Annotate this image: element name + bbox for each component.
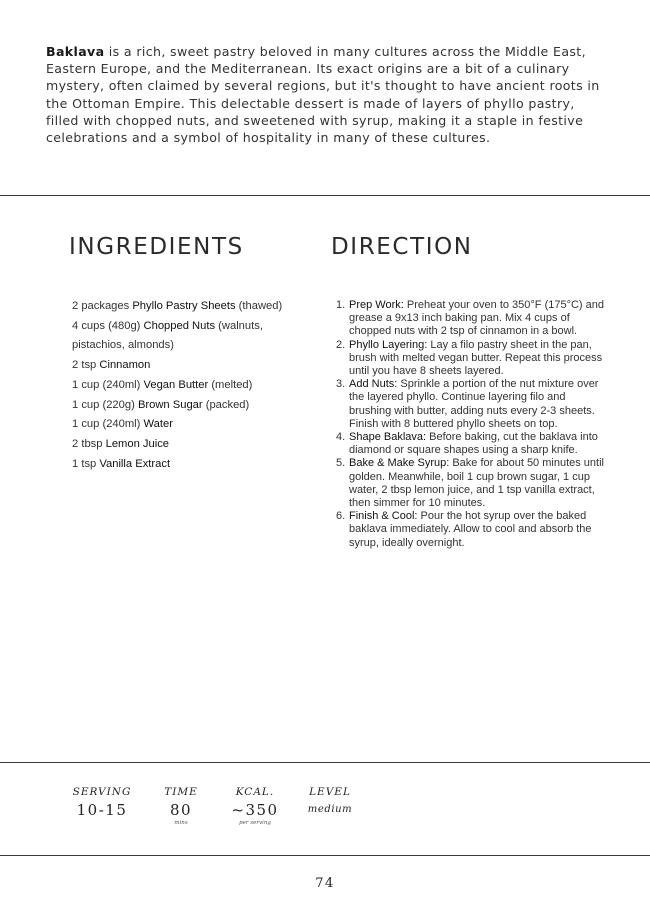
step-text: Sprinkle a portion of the nut mixture over the layered phyllo. Continue layering filo and brushing with butter, adding nuts every 2-3 sheets. Finish with 8 buttered phyllo sheets on top. <box>349 378 599 430</box>
ingredient-quantity: 2 tbsp <box>72 437 106 450</box>
step-text: Before baking, cut the baklava into diamond or square shapes using a sharp knife. <box>349 431 598 457</box>
stat-kcal-unit: per serving <box>239 820 271 826</box>
stats-bottom-divider <box>0 855 650 856</box>
ingredient-note: (melted) <box>208 378 253 391</box>
direction-heading: DIRECTION <box>331 234 473 260</box>
ingredient-quantity: 2 packages <box>72 300 133 312</box>
ingredient-name: Phyllo Pastry Sheets <box>132 300 236 312</box>
ingredient-name: Water <box>143 418 173 431</box>
step-title: Shape Baklava: <box>349 431 427 444</box>
step-number: 4. <box>336 431 346 444</box>
step-title: Add Nuts: <box>349 378 398 391</box>
ingredient-quantity: 2 tsp <box>72 359 100 372</box>
intro-dish-name: Baklava <box>46 44 105 59</box>
step-title: Finish & Cool: <box>349 510 418 523</box>
step-number: 2. <box>336 338 346 351</box>
stat-level-label: LEVEL <box>309 786 351 798</box>
stat-kcal-value: ~350 <box>231 801 279 819</box>
page-number: 74 <box>315 876 335 891</box>
ingredient-quantity: 4 cups (480g) <box>72 319 144 332</box>
ingredient-item <box>72 376 302 396</box>
ingredient-note: (thawed) <box>235 300 283 312</box>
intro-paragraph <box>46 43 606 146</box>
ingredient-note: (walnuts, pistachios, almonds) <box>72 319 263 352</box>
ingredient-item <box>72 455 302 475</box>
step-number: 3. <box>336 378 346 391</box>
step-text: Preheat your oven to 350°F (175°C) and grease a 9x13 inch baking pan. Mix 4 cups of chopped nuts with 2 tsp of cinnamon in a bowl. <box>349 299 605 338</box>
ingredient-quantity: 1 cup (220g) <box>72 398 138 411</box>
ingredient-name: Chopped Nuts <box>143 319 216 332</box>
direction-step <box>336 378 610 431</box>
ingredient-item <box>72 435 302 455</box>
stat-time-label: TIME <box>164 786 198 798</box>
direction-step <box>336 510 610 550</box>
step-title: Prep Work: <box>349 299 404 311</box>
stat-time-unit: mins <box>174 820 188 826</box>
stats-top-divider <box>0 762 650 763</box>
direction-step <box>336 339 610 379</box>
stat-serving-value: 10-15 <box>76 801 128 819</box>
ingredient-name: Lemon Juice <box>105 437 170 450</box>
ingredient-quantity: 1 tsp <box>72 457 100 470</box>
direction-steps <box>336 299 610 550</box>
step-number: 5. <box>336 457 346 470</box>
stat-time <box>155 786 207 826</box>
direction-step <box>336 299 610 339</box>
top-divider <box>0 195 650 196</box>
ingredient-name: Cinnamon <box>99 359 151 372</box>
stat-time-value: 80 <box>169 801 193 819</box>
stat-serving <box>72 786 132 819</box>
ingredient-item <box>72 356 302 376</box>
stat-serving-label: SERVING <box>72 786 132 798</box>
step-text: Lay a filo pastry sheet in the pan, brush with melted vegan butter. Repeat this process until you have 8 sheets layered. <box>349 338 603 378</box>
ingredient-name: Vegan Butter <box>143 378 209 391</box>
ingredient-quantity: 1 cup (240ml) <box>72 418 144 431</box>
stat-kcal <box>225 786 285 826</box>
recipe-stats <box>0 786 650 836</box>
direction-step <box>336 457 610 510</box>
ingredient-quantity: 1 cup (240ml) <box>72 378 144 391</box>
intro-text: is a rich, sweet pastry beloved in many cultures across the Middle East, Eastern Europe, and the Mediterranean. Its exact origins are a bit of a culinary mystery, often claimed by several regions, but it's thought to have ancient roots in the Ottoman Empire. This delectable dessert is made of layers of phyllo pastry, filled with chopped nuts, and sweetened with syrup, making it a staple in festive celebrations and a symbol of hospitality in many of these cultures. <box>46 44 600 146</box>
ingredient-item <box>72 317 302 356</box>
step-text: Bake for about 50 minutes until golden. Meanwhile, boil 1 cup brown sugar, 1 cup water, 2 tbsp lemon juice, and 1 tsp vanilla extract, then simmer for 10 minutes. <box>349 457 604 510</box>
ingredient-name: Vanilla Extract <box>99 457 171 470</box>
direction-step <box>336 431 610 457</box>
stat-level <box>300 786 360 815</box>
step-number: 6. <box>336 510 346 523</box>
ingredient-item <box>72 396 302 416</box>
stat-kcal-label: KCAL. <box>235 786 275 798</box>
step-title: Bake & Make Syrup: <box>349 457 450 470</box>
ingredient-item <box>72 297 302 317</box>
ingredients-list <box>72 297 302 474</box>
step-text: Pour the hot syrup over the baked baklava immediately. Allow to cool and absorb the syrup, ideally overnight. <box>349 510 592 549</box>
step-number: 1. <box>336 299 346 311</box>
stat-level-value: medium <box>307 804 353 815</box>
ingredients-heading: INGREDIENTS <box>69 234 244 260</box>
ingredient-name: Brown Sugar <box>137 398 203 411</box>
step-title: Phyllo Layering: <box>349 338 428 351</box>
ingredient-item <box>72 415 302 435</box>
ingredient-note: (packed) <box>202 398 250 411</box>
